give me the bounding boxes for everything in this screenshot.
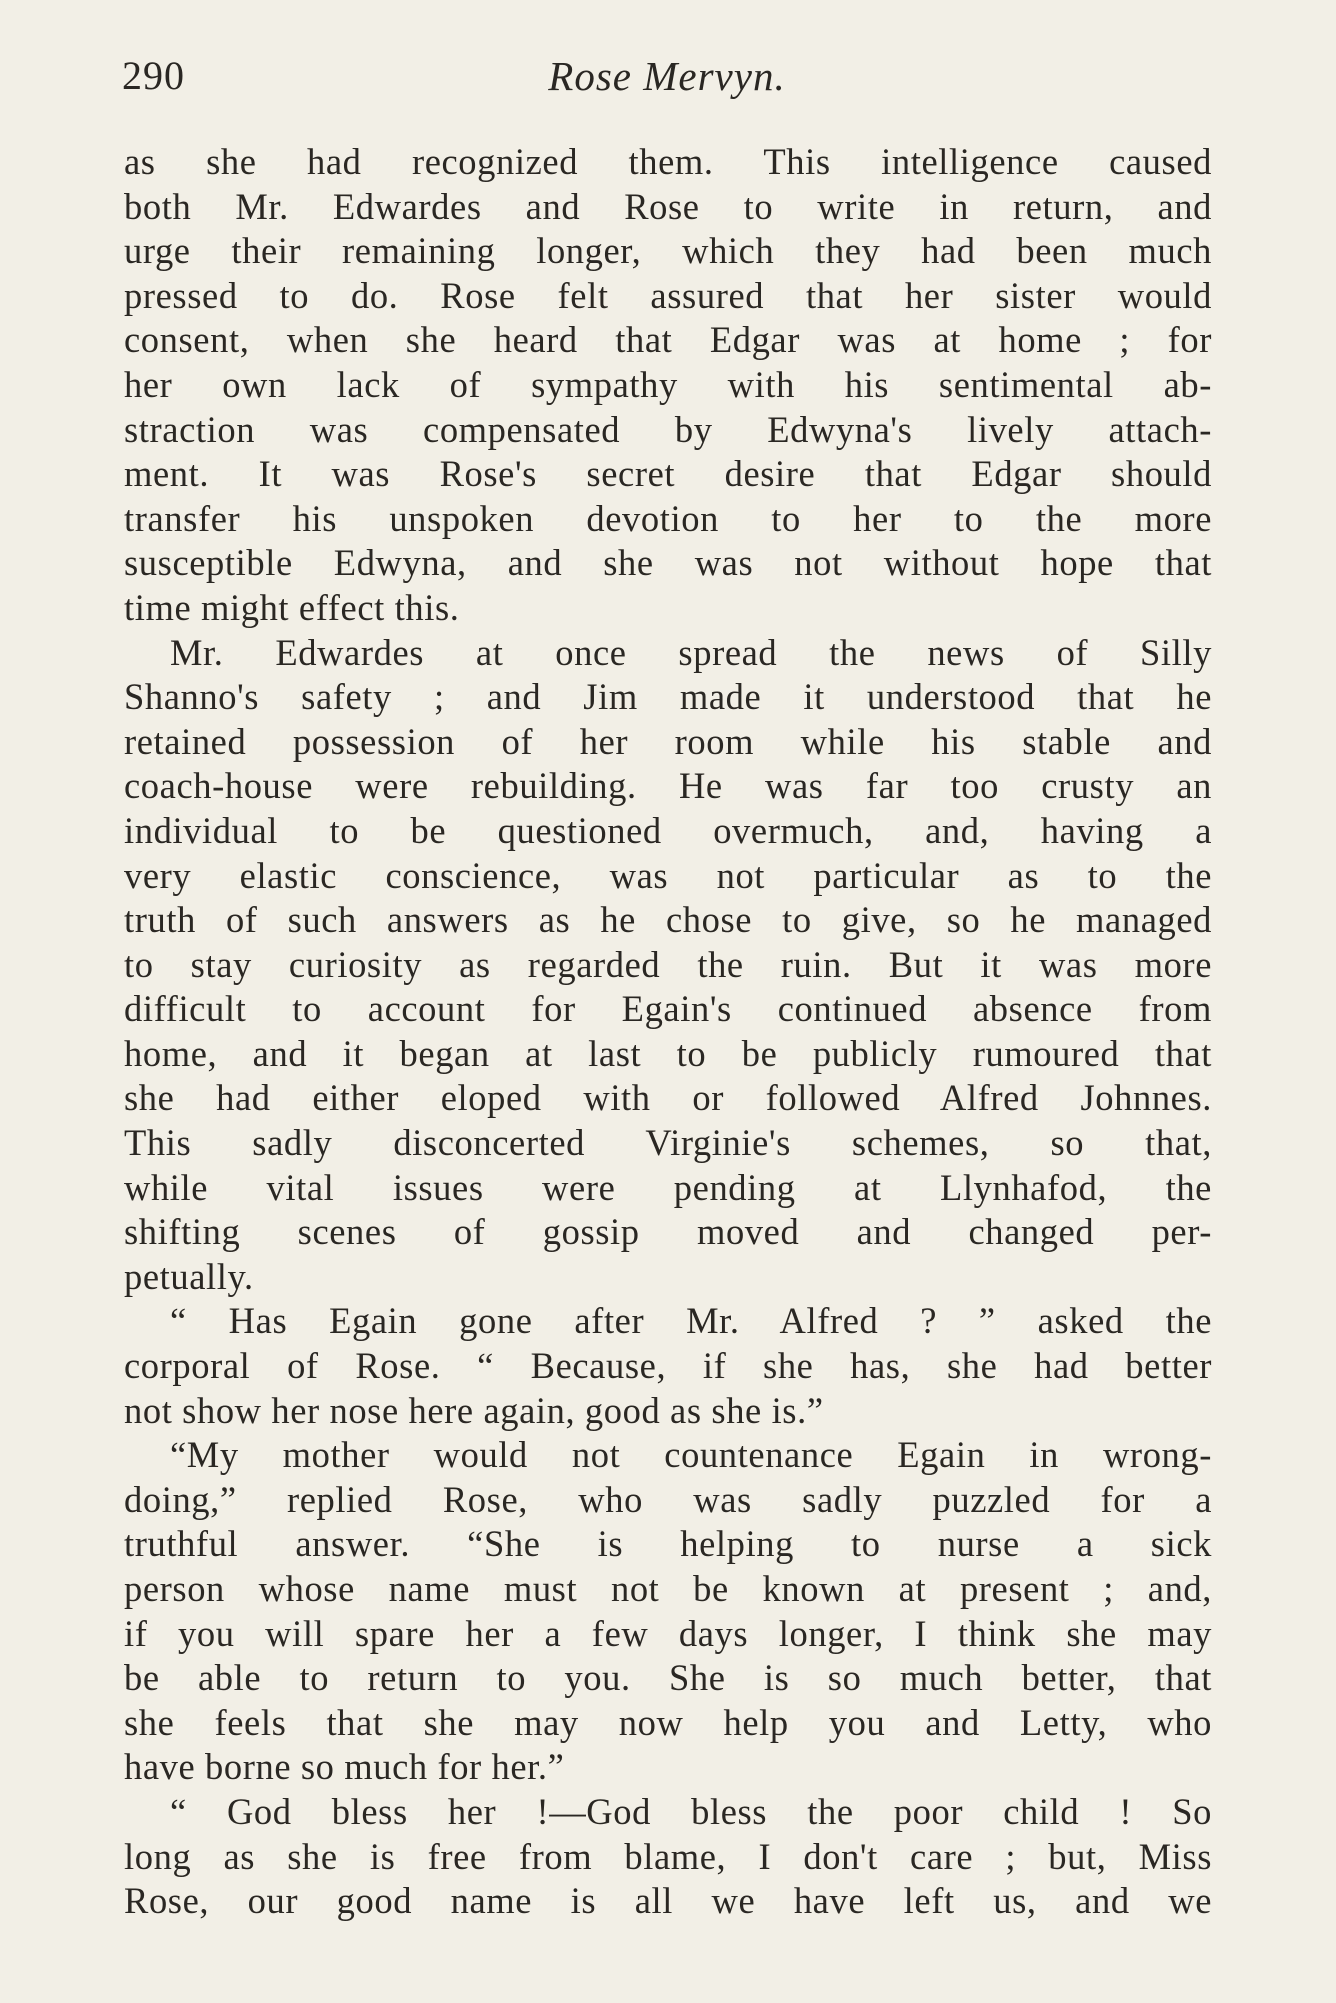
text-line: consent, when she heard that Edgar was at home ; for xyxy=(124,319,1212,361)
text-line: her own lack of sympathy with his sentimental ab- xyxy=(124,363,1212,405)
text-line: truthful answer. “She is helping to nurse a sick xyxy=(124,1523,1212,1565)
page-header xyxy=(122,52,1212,108)
text-line: if you will spare her a few days longer, I think she may xyxy=(124,1612,1212,1654)
text-line: long as she is free from blame, I don't care ; but, Miss xyxy=(124,1835,1212,1877)
text-line: ment. It was Rose's secret desire that Edgar should xyxy=(124,453,1212,495)
text-line: corporal of Rose. “ Because, if she has, she had better xyxy=(124,1345,1212,1387)
text-line: as she had recognized them. This intelligence caused xyxy=(124,141,1212,182)
text-line: be able to return to you. She is so much better, that xyxy=(124,1657,1212,1699)
text-line: straction was compensated by Edwyna's lively attach- xyxy=(124,408,1212,450)
body-text xyxy=(124,140,1212,1924)
text-line: This sadly disconcerted Virginie's schemes, so that, xyxy=(124,1122,1212,1164)
text-line: petually. xyxy=(124,1255,254,1297)
text-line: coach-house were rebuilding. He was far too crusty an xyxy=(124,765,1212,807)
running-title: Rose Mervyn. xyxy=(548,53,786,99)
text-line: shifting scenes of gossip moved and changed per- xyxy=(124,1211,1212,1253)
text-line: she had either eloped with or followed Alfred Johnnes. xyxy=(124,1077,1212,1119)
text-line: both Mr. Edwardes and Rose to write in return, and xyxy=(124,185,1212,227)
text-line: “My mother would not countenance Egain in wrong- xyxy=(170,1434,1212,1476)
text-line: Rose, our good name is all we have left us, and we xyxy=(124,1880,1212,1922)
text-line: not show her nose here again, good as she is.” xyxy=(124,1389,824,1431)
text-line: “ God bless her !—God bless the poor child ! So xyxy=(170,1790,1212,1832)
text-line: to stay curiosity as regarded the ruin. But it was more xyxy=(124,943,1212,985)
text-line: susceptible Edwyna, and she was not without hope that xyxy=(124,542,1212,584)
text-line: pressed to do. Rose felt assured that her sister would xyxy=(124,274,1212,316)
page-number: 290 xyxy=(122,53,185,98)
text-line: Mr. Edwardes at once spread the news of Silly xyxy=(170,631,1212,673)
text-line: person whose name must not be known at present ; and, xyxy=(124,1568,1212,1609)
text-line: truth of such answers as he chose to give, so he managed xyxy=(124,899,1212,941)
text-line: retained possession of her room while his stable and xyxy=(124,720,1212,762)
text-line: “ Has Egain gone after Mr. Alfred ? ” asked the xyxy=(170,1300,1212,1342)
text-line: home, and it began at last to be publicly rumoured that xyxy=(124,1032,1212,1074)
text-line: individual to be questioned overmuch, and, having a xyxy=(124,809,1212,851)
text-line: very elastic conscience, was not particular as to the xyxy=(124,854,1212,896)
text-line: Shanno's safety ; and Jim made it understood that he xyxy=(124,676,1212,718)
text-line: difficult to account for Egain's continued absence from xyxy=(124,988,1212,1030)
text-line: have borne so much for her.” xyxy=(124,1746,565,1788)
text-line: she feels that she may now help you and Letty, who xyxy=(124,1701,1212,1743)
text-line: urge their remaining longer, which they had been much xyxy=(124,230,1212,272)
text-line: transfer his unspoken devotion to her to the more xyxy=(124,497,1212,539)
text-line: doing,” replied Rose, who was sadly puzzled for a xyxy=(124,1478,1212,1520)
text-line: time might effect this. xyxy=(124,586,460,628)
text-line: while vital issues were pending at Llynhafod, the xyxy=(124,1166,1212,1208)
